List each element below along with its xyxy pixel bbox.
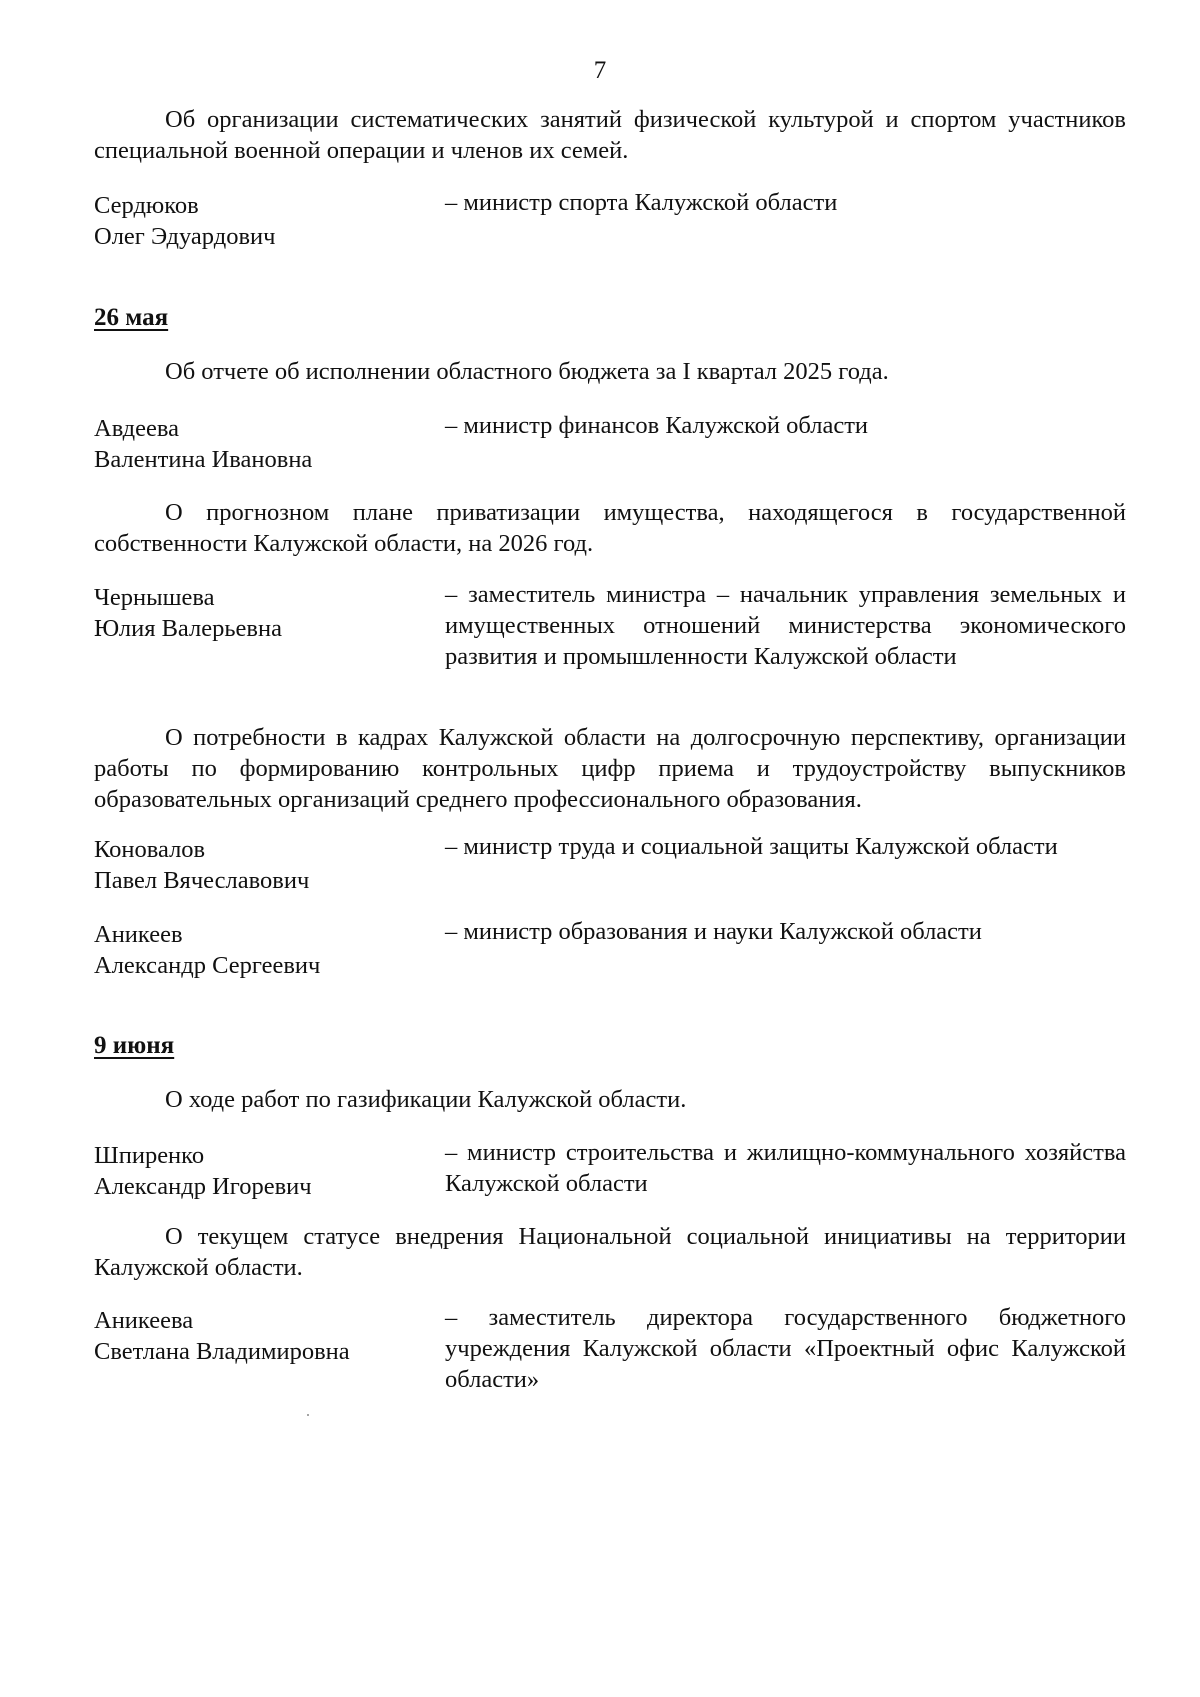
speaker-role: – заместитель министра – начальник управления земельных и имущественных отношений министерства экономического развития и промышленности Калужской области: [445, 581, 1126, 670]
speaker-surname: Авдеева: [94, 415, 179, 442]
speaker-surname: Аникеева: [94, 1307, 194, 1334]
speaker-name: [94, 1305, 434, 1367]
speaker-name: [94, 1140, 434, 1202]
speaker-role: – министр образования и науки Калужской области: [445, 918, 982, 945]
speaker-role: – министр финансов Калужской области: [445, 412, 869, 439]
speaker-surname: Чернышева: [94, 584, 215, 611]
speaker-role: – заместитель директора государственного бюджетного учреждения Калужской области «Проектный офис Калужской области»: [445, 1304, 1126, 1393]
speaker-given-names: Павел Вячеславович: [94, 867, 310, 894]
speaker-surname: Шпиренко: [94, 1142, 205, 1169]
agenda-topic-privatization: О прогнозном плане приватизации имущества, находящегося в государственной собственности Калужской области, на 2026 год.: [94, 499, 1126, 557]
speaker-name: [94, 413, 434, 475]
speaker-given-names: Александр Игоревич: [94, 1173, 312, 1200]
speaker-name: [94, 834, 434, 896]
speaker-given-names: Александр Сергеевич: [94, 952, 321, 979]
page-number: 7: [593, 57, 607, 84]
speaker-serdyukov: [94, 190, 1126, 290]
speaker-chernysheva: [94, 582, 1126, 682]
speaker-given-names: Олег Эдуардович: [94, 223, 276, 250]
speaker-surname: Аникеев: [94, 921, 183, 948]
agenda-topic-gas: О ходе работ по газификации Калужской области.: [165, 1086, 687, 1113]
date-heading-june-9: 9 июня: [94, 1032, 175, 1059]
agenda-topic-budget: Об отчете об исполнении областного бюджета за I квартал 2025 года.: [165, 358, 889, 385]
speaker-given-names: Валентина Ивановна: [94, 446, 313, 473]
speaker-name: [94, 919, 434, 981]
speaker-surname: Сердюков: [94, 192, 199, 219]
speaker-anikeev: [94, 919, 1126, 1019]
speaker-name: [94, 582, 434, 644]
speaker-role: – министр труда и социальной защиты Калужской области: [445, 833, 1058, 860]
agenda-topic-initiative: О текущем статусе внедрения Национальной социальной инициативы на территории Калужской области.: [94, 1223, 1126, 1281]
date-heading-may-26: 26 мая: [94, 304, 169, 331]
speaker-surname: Коновалов: [94, 836, 206, 863]
speaker-name: [94, 190, 434, 252]
agenda-topic-personnel: О потребности в кадрах Калужской области на долгосрочную перспективу, организации работы по формированию контрольных цифр приема и трудоустройству выпускников образовательных организаций среднего профессионального образования.: [94, 724, 1126, 813]
speaker-anikeeva: [94, 1305, 1126, 1405]
speaker-given-names: Светлана Владимировна: [94, 1338, 350, 1365]
scan-speck: [307, 1414, 309, 1416]
speaker-role: – министр строительства и жилищно-коммунального хозяйства Калужской области: [445, 1139, 1126, 1197]
speaker-role: – министр спорта Калужской области: [445, 189, 838, 216]
agenda-topic-sport: Об организации систематических занятий физической культурой и спортом участников специальной военной операции и членов их семей.: [94, 106, 1126, 164]
speaker-given-names: Юлия Валерьевна: [94, 615, 282, 642]
